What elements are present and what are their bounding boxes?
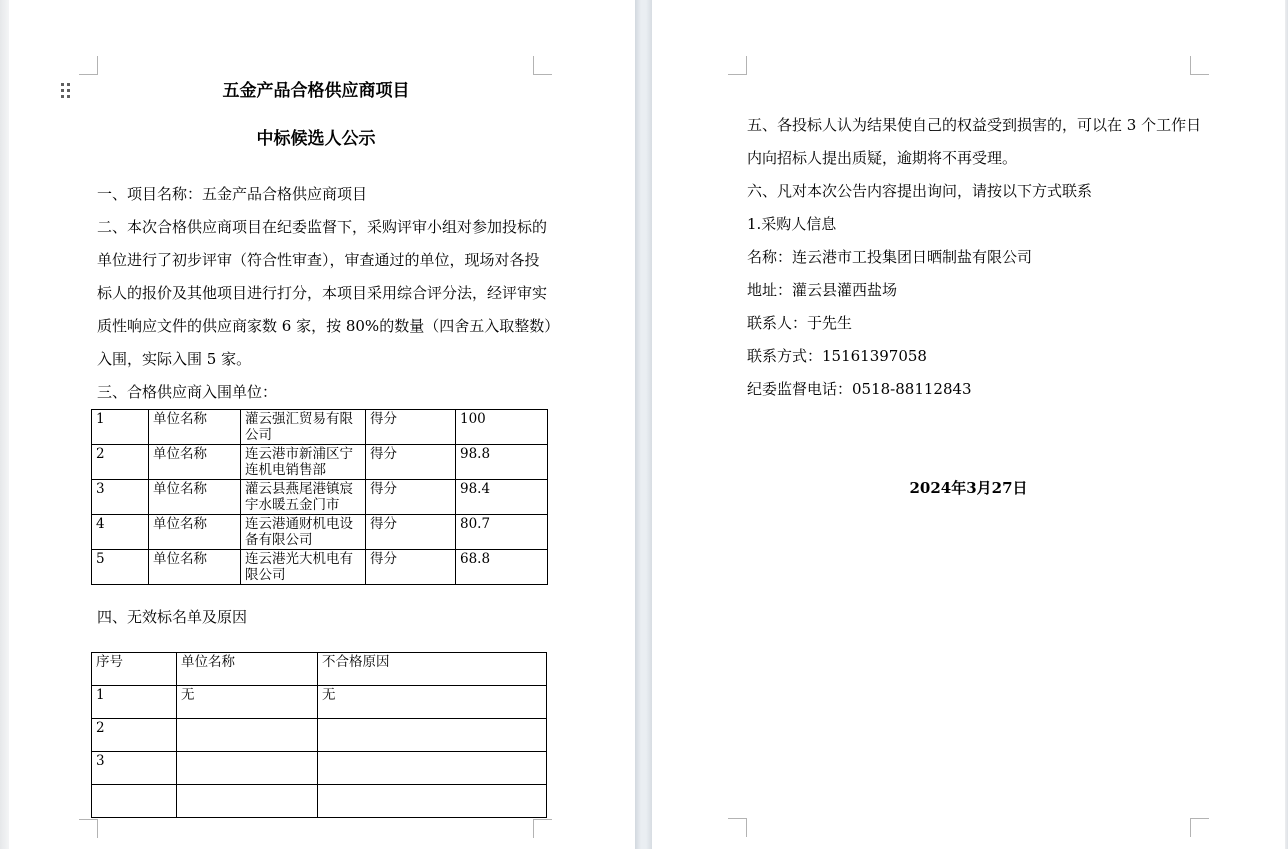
cell-unit-name[interactable] — [177, 752, 318, 785]
cell-reason[interactable] — [318, 719, 547, 752]
cell-unit-name[interactable] — [177, 719, 318, 752]
body-line[interactable]: 纪委监督电话：0518-88112843 — [747, 380, 972, 398]
drag-handle-icon[interactable] — [61, 83, 70, 98]
cell-name-label[interactable]: 单位名称 — [149, 410, 241, 445]
body-line[interactable]: 联系人：于先生 — [747, 314, 853, 332]
cell-company[interactable]: 灌云强汇贸易有限公司 — [241, 410, 366, 445]
body-line[interactable]: 标人的报价及其他项目进行打分，本项目采用综合评分法，经评审实 — [97, 284, 548, 302]
cell-no[interactable]: 4 — [92, 515, 149, 550]
cell-no[interactable]: 2 — [92, 445, 149, 480]
document-title — [97, 0, 535, 163]
invalid-bids-table — [91, 652, 547, 818]
document-page-1[interactable] — [9, 0, 635, 849]
cell-reason[interactable] — [318, 785, 547, 818]
table-row — [92, 550, 548, 585]
body-line[interactable]: 二、本次合格供应商项目在纪委监督下，采购评审小组对参加投标的 — [97, 218, 548, 236]
cell-no[interactable]: 3 — [92, 480, 149, 515]
table-row — [92, 752, 547, 785]
margin-mark-bottom-left — [79, 819, 98, 838]
body-line[interactable]: 单位进行了初步评审（符合性审查），审查通过的单位，现场对各投 — [97, 251, 540, 269]
cell-seq[interactable]: 3 — [92, 752, 177, 785]
cell-company[interactable]: 连云港市新浦区宁连机电销售部 — [241, 445, 366, 480]
cell-name-label[interactable]: 单位名称 — [149, 445, 241, 480]
body-line[interactable]: 名称：连云港市工投集团日晒制盐有限公司 — [747, 248, 1033, 266]
cell-company[interactable]: 灌云县燕尾港镇宸宇水暖五金门市 — [241, 480, 366, 515]
cell-no[interactable]: 1 — [92, 410, 149, 445]
body-line[interactable]: 六、凡对本次公告内容提出询问，请按以下方式联系 — [747, 182, 1093, 200]
margin-mark-top-right — [1190, 56, 1209, 75]
margin-mark-top-right — [533, 56, 552, 75]
document-date[interactable]: 2024年3月27日 — [909, 479, 1028, 497]
cell-seq[interactable] — [92, 785, 177, 818]
table-row — [92, 480, 548, 515]
cell-score[interactable]: 80.7 — [456, 515, 548, 550]
page-2-body — [747, 109, 1202, 406]
table-row — [92, 410, 548, 445]
body-line[interactable]: 一、项目名称：五金产品合格供应商项目 — [97, 185, 368, 203]
cell-company[interactable]: 连云港光大机电有限公司 — [241, 550, 366, 585]
cell-name-label[interactable]: 单位名称 — [149, 480, 241, 515]
body-line[interactable]: 质性响应文件的供应商家数 6 家，按 80%的数量（四舍五入取整数） — [97, 317, 560, 335]
cell-score[interactable]: 98.8 — [456, 445, 548, 480]
table-row — [92, 785, 547, 818]
canvas-gap-between-pages — [635, 0, 652, 849]
title-line-1[interactable]: 五金产品合格供应商项目 — [222, 81, 410, 101]
page-2-content — [747, 0, 1202, 505]
cell-reason[interactable] — [318, 752, 547, 785]
cell-name-label[interactable]: 单位名称 — [149, 550, 241, 585]
cell-no[interactable]: 5 — [92, 550, 149, 585]
cell-company[interactable]: 连云港通财机电设备有限公司 — [241, 515, 366, 550]
cell-score-label[interactable]: 得分 — [366, 550, 456, 585]
cell-score-label[interactable]: 得分 — [366, 410, 456, 445]
body-line[interactable]: 地址：灌云县灌西盐场 — [747, 281, 898, 299]
table-header-row — [92, 653, 547, 686]
margin-mark-top-left — [728, 56, 747, 75]
body-line[interactable]: 内向招标人提出质疑，逾期将不再受理。 — [747, 149, 1018, 167]
cell-seq[interactable]: 1 — [92, 686, 177, 719]
body-line[interactable]: 1.采购人信息 — [747, 215, 837, 233]
cell-unit-name[interactable] — [177, 785, 318, 818]
cell-unit-name[interactable]: 无 — [177, 686, 318, 719]
cell-score[interactable]: 98.4 — [456, 480, 548, 515]
margin-mark-bottom-right — [533, 819, 552, 838]
table-row — [92, 445, 548, 480]
title-line-2[interactable]: 中标候选人公示 — [256, 129, 376, 149]
body-line[interactable]: 入围，实际入围 5 家。 — [97, 350, 252, 368]
header-seq[interactable]: 序号 — [92, 653, 177, 686]
document-page-2[interactable] — [652, 0, 1285, 849]
cell-reason[interactable]: 无 — [318, 686, 547, 719]
cell-seq[interactable]: 2 — [92, 719, 177, 752]
page-1-content — [96, 0, 560, 818]
margin-mark-bottom-left — [728, 818, 747, 837]
cell-score-label[interactable]: 得分 — [366, 445, 456, 480]
margin-mark-top-left — [79, 56, 98, 75]
qualified-suppliers-table — [91, 409, 548, 585]
page-1-body — [97, 178, 560, 409]
cell-score-label[interactable]: 得分 — [366, 515, 456, 550]
body-line[interactable]: 三、合格供应商入围单位： — [97, 383, 278, 401]
cell-score[interactable]: 100 — [456, 410, 548, 445]
canvas-gap-left — [0, 0, 9, 849]
body-line[interactable]: 联系方式：15161397058 — [747, 347, 927, 365]
table-row — [92, 686, 547, 719]
cell-score-label[interactable]: 得分 — [366, 480, 456, 515]
body-line[interactable]: 五、各投标人认为结果使自己的权益受到损害的，可以在 3 个工作日 — [747, 116, 1202, 134]
cell-name-label[interactable]: 单位名称 — [149, 515, 241, 550]
header-reason[interactable]: 不合格原因 — [318, 653, 547, 686]
table-row — [92, 515, 548, 550]
header-unit-name[interactable]: 单位名称 — [177, 653, 318, 686]
section-4-heading[interactable]: 四、无效标名单及原因 — [97, 608, 248, 626]
margin-mark-bottom-right — [1190, 818, 1209, 837]
table-row — [92, 719, 547, 752]
cell-score[interactable]: 68.8 — [456, 550, 548, 585]
